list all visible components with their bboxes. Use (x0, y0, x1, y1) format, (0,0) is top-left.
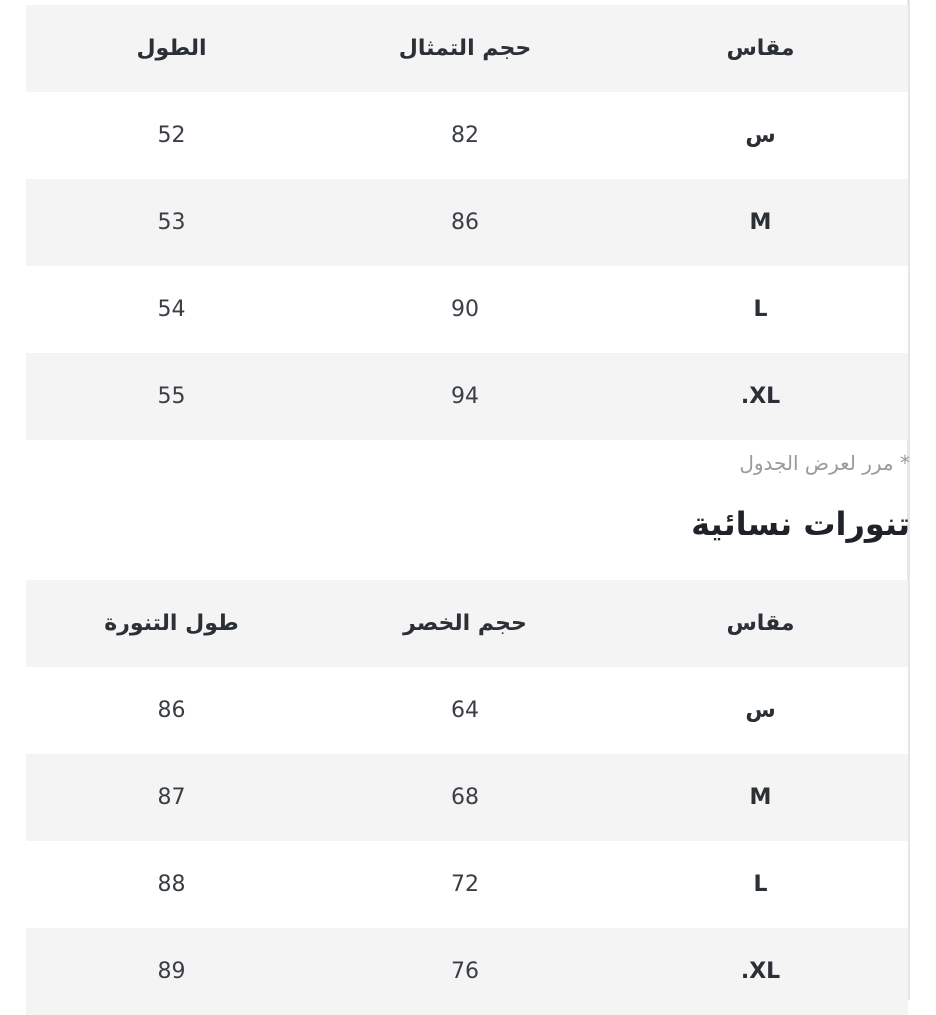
table-row (26, 928, 908, 1015)
table-row (26, 179, 908, 266)
waist-cell: 76 (451, 959, 479, 984)
bust-cell: 86 (451, 210, 479, 235)
header-skirt-length: طول التنورة (104, 611, 239, 636)
skirt-length-cell: 86 (157, 698, 186, 723)
size-cell: L (753, 297, 768, 322)
table-row (26, 92, 908, 179)
bust-cell: 94 (451, 384, 479, 409)
scroll-hint: * مرر لعرض الجدول (739, 451, 910, 475)
table-header-row (26, 580, 908, 667)
length-cell: 53 (157, 210, 186, 235)
length-cell: 54 (157, 297, 186, 322)
skirts-size-table (26, 580, 908, 1015)
section-title: تنورات نسائية (691, 505, 910, 543)
table-row (26, 841, 908, 928)
tops-size-table (26, 5, 908, 440)
table-row (26, 754, 908, 841)
bust-cell: 82 (451, 123, 479, 148)
table-row (26, 353, 908, 440)
waist-cell: 64 (451, 698, 479, 723)
header-length: الطول (136, 36, 207, 61)
length-cell: 55 (157, 384, 186, 409)
waist-cell: 72 (451, 872, 479, 897)
header-size: مقاس (726, 611, 795, 636)
skirt-length-cell: 89 (157, 959, 186, 984)
waist-cell: 68 (451, 785, 479, 810)
size-cell: س (745, 698, 776, 723)
size-cell: XL. (740, 384, 781, 409)
table-row (26, 266, 908, 353)
size-cell: M (749, 210, 772, 235)
skirt-length-cell: 87 (157, 785, 186, 810)
bust-cell: 90 (451, 297, 479, 322)
skirt-length-cell: 88 (157, 872, 186, 897)
header-size: مقاس (726, 36, 795, 61)
header-bust: حجم التمثال (398, 36, 532, 61)
size-cell: س (745, 123, 776, 148)
table-row (26, 667, 908, 754)
size-cell: L (753, 872, 768, 897)
header-waist: حجم الخصر (403, 611, 527, 636)
length-cell: 52 (157, 123, 186, 148)
table-header-row (26, 5, 908, 92)
size-cell: M (749, 785, 772, 810)
size-cell: XL. (740, 959, 781, 984)
